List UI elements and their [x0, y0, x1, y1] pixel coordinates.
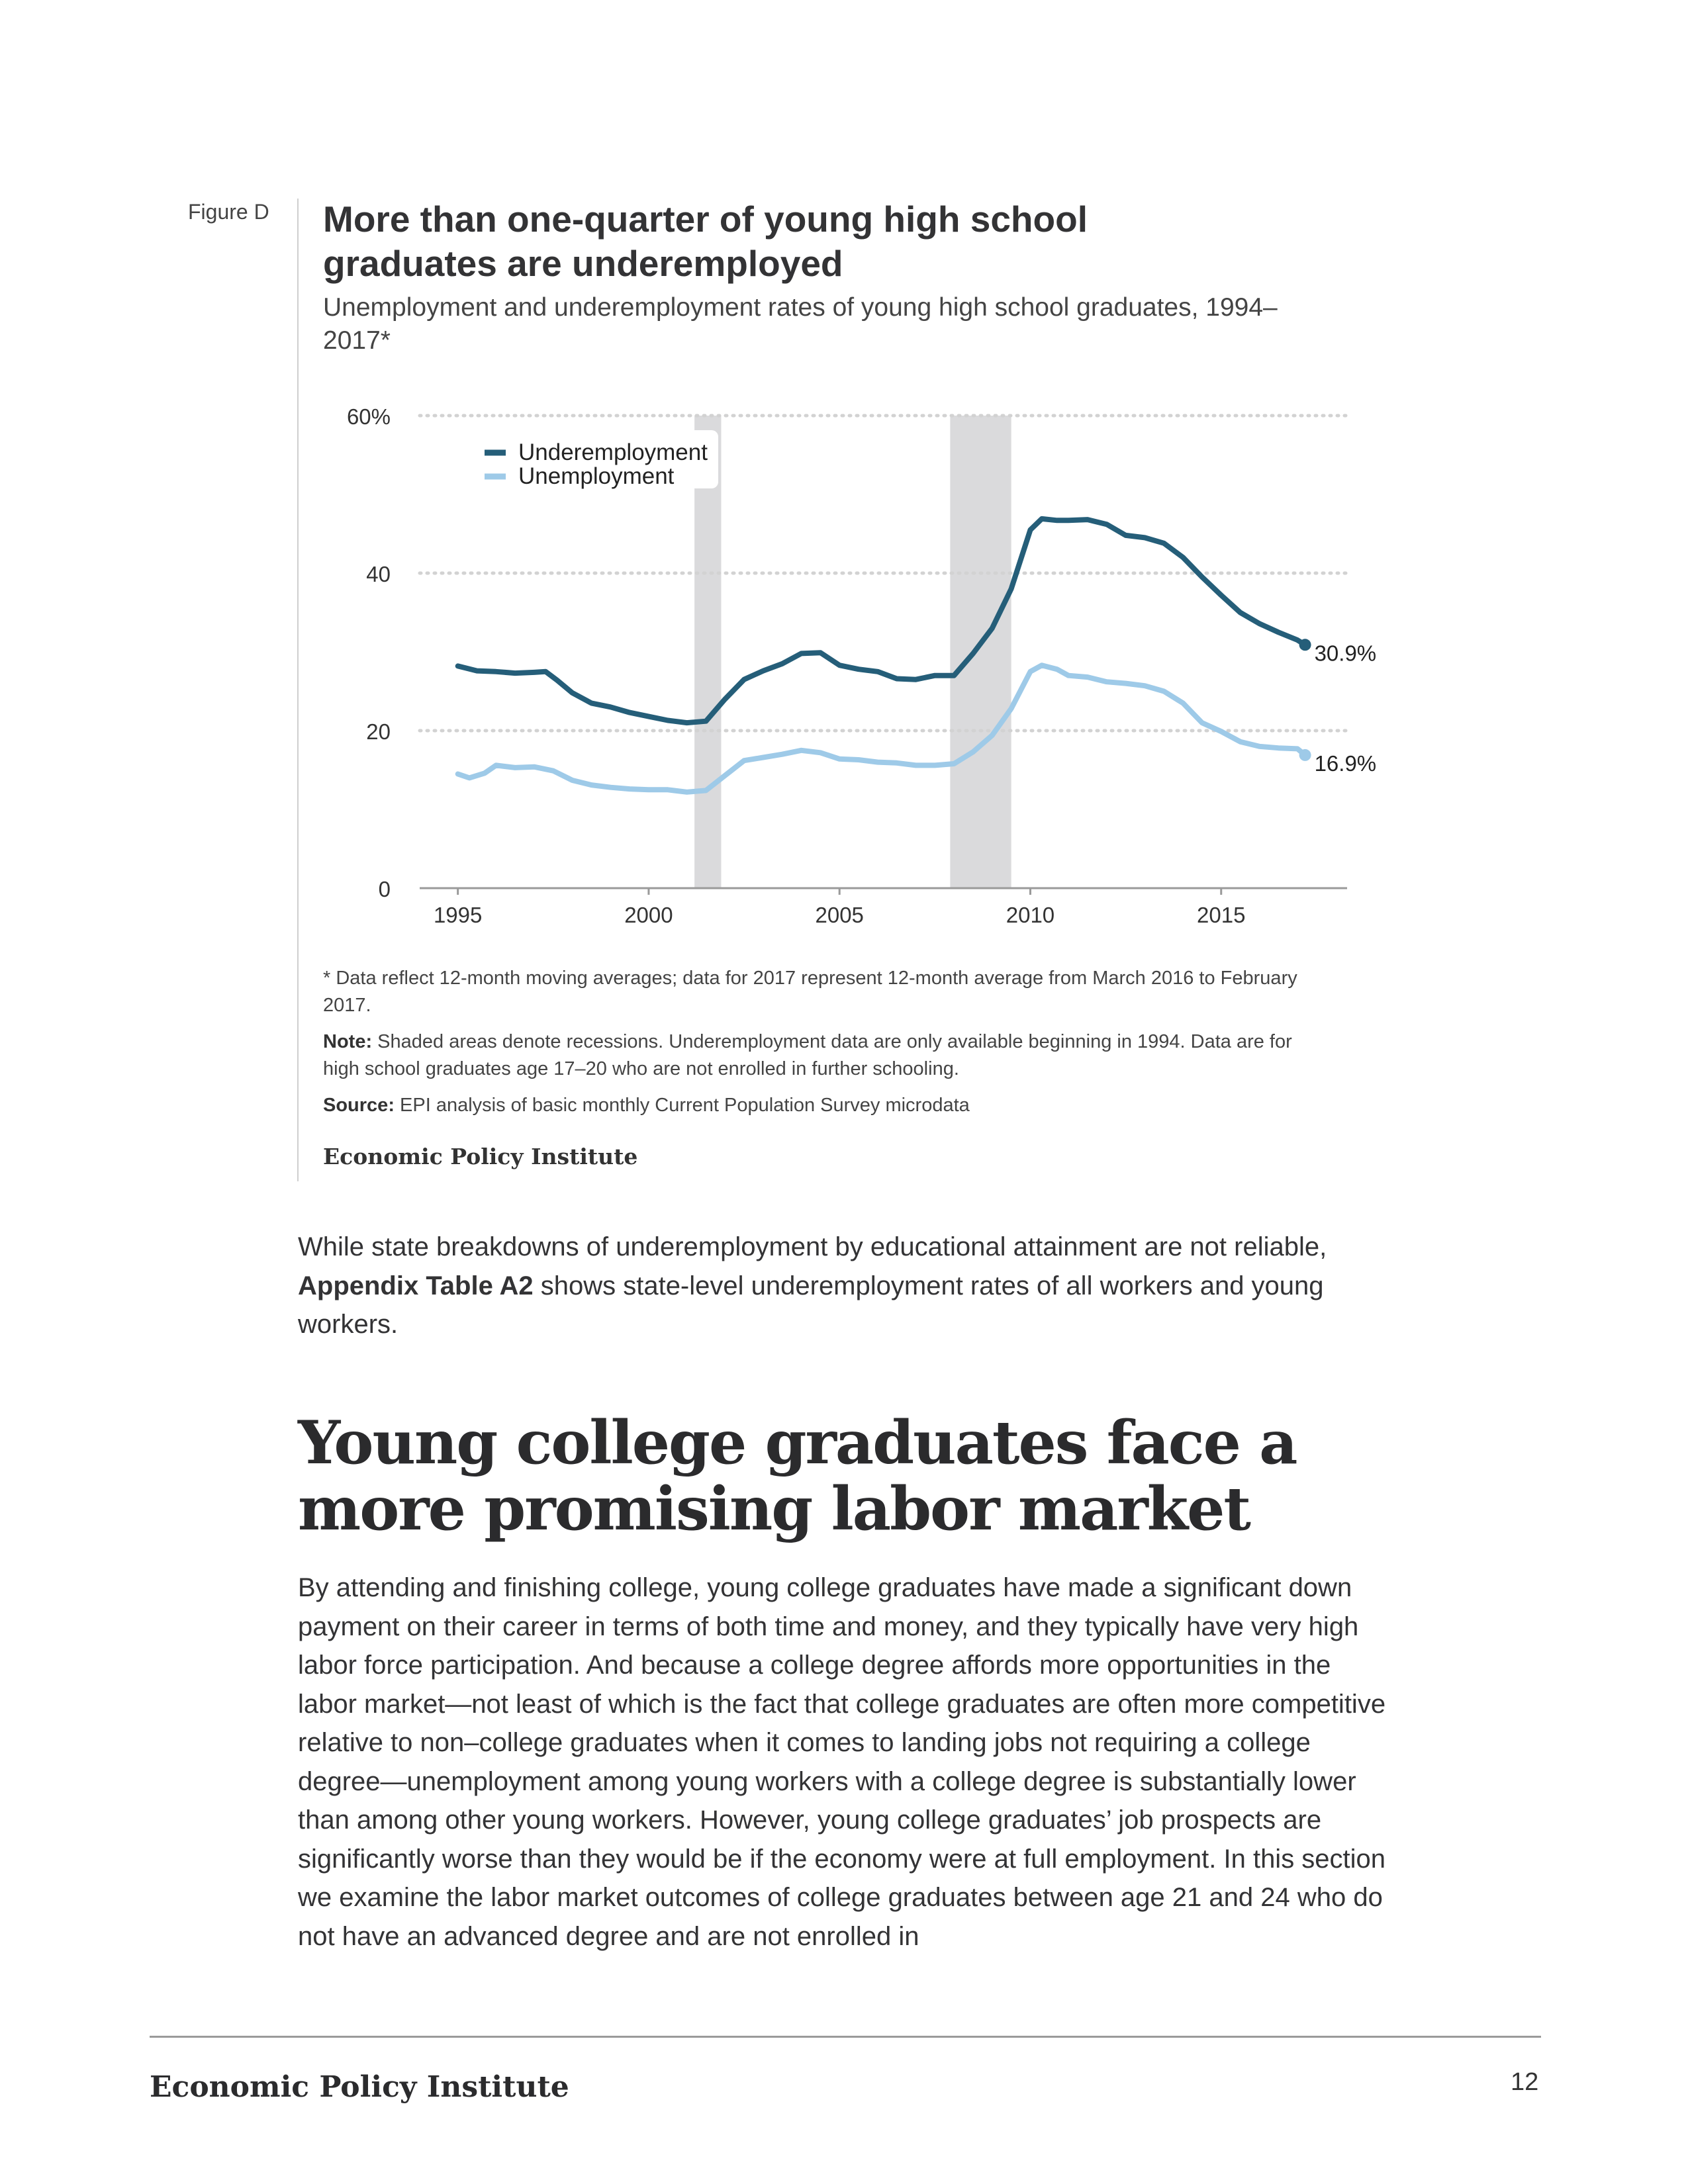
unemployment-end-point [1299, 749, 1311, 761]
x-tick-label: 2005 [815, 903, 864, 927]
unemployment-end-label: 16.9% [1314, 751, 1377, 776]
paragraph-appendix-start: While state breakdowns of underemployment by educational attainment are not reliable, [298, 1232, 1327, 1261]
legend-label-underemployment: Underemployment [518, 439, 708, 465]
paragraph-appendix-end: shows state-level underemployment rates of all workers and young workers. [298, 1271, 1324, 1339]
paragraph-college: By attending and finishing college, young college graduates have made a significant down payment on their career in terms of both time and money, and they typically have very high labor force participation. And because a college degree affords more opportunities in the labor market—not least of which is the fact that college graduates are often more competitive relative to non–college graduates when it comes to landing jobs not requiring a college degree—unemployment among young workers with a college degree is substantially lower than among other young workers. However, young college graduates’ job prospects are significantly worse than they would be if the economy were at full employment. In this section we examine the labor market outcomes of college graduates between age 21 and 24 who do not have an advanced degree and are not enrolled in [298, 1573, 1386, 1951]
x-tick-label: 2000 [624, 903, 673, 927]
figure-divider [297, 199, 299, 1181]
y-tick-label: 60% [346, 404, 391, 429]
y-tick-label: 20 [366, 719, 391, 744]
asterisk-note: * Data reflect 12-month moving averages; data for 2017 represent 12-month average from March 2016 to February 2017. [323, 968, 1297, 1016]
underemployment-line [458, 519, 1305, 723]
underemployment-end-point [1299, 639, 1311, 651]
source-label: Source: [323, 1095, 395, 1116]
footer-divider [150, 2036, 1541, 2038]
figure-label: Figure D [188, 200, 269, 224]
note-text: Shaded areas denote recessions. Underemployment data are only available beginning in 1994. Data are for high school graduates age 17–20 who are not enrolled in further schooling. [323, 1031, 1292, 1079]
x-tick-label: 2015 [1197, 903, 1246, 927]
x-tick-label: 1995 [433, 903, 483, 927]
y-tick-label: 40 [366, 562, 391, 586]
section-heading: Young college graduates face a more promising labor market [298, 1408, 1297, 1544]
y-tick-label: 0 [378, 877, 391, 901]
chart-subtitle: Unemployment and underemployment rates of young high school graduates, 1994–2017* [323, 293, 1278, 355]
chart-title: More than one-quarter of young high school graduates are underemployed [323, 199, 1088, 284]
line-chart [323, 390, 1422, 940]
chart-notes [323, 965, 1316, 1128]
legend-label-unemployment: Unemployment [518, 463, 675, 489]
footer-brand: Economic Policy Institute [150, 2070, 569, 2104]
note [323, 1028, 1316, 1083]
x-tick-label: 2010 [1006, 903, 1055, 927]
paragraph-appendix [298, 1228, 1397, 1344]
appendix-table-ref: Appendix Table A2 [298, 1271, 534, 1300]
page-number: 12 [1511, 2068, 1539, 2096]
source [323, 1092, 1316, 1119]
recession-band-2 [950, 416, 1011, 888]
unemployment-line [458, 665, 1305, 792]
note-label: Note: [323, 1031, 373, 1052]
underemployment-end-label: 30.9% [1314, 641, 1377, 666]
source-text: EPI analysis of basic monthly Current Population Survey microdata [394, 1095, 970, 1116]
chart-publisher: Economic Policy Institute [323, 1144, 638, 1169]
